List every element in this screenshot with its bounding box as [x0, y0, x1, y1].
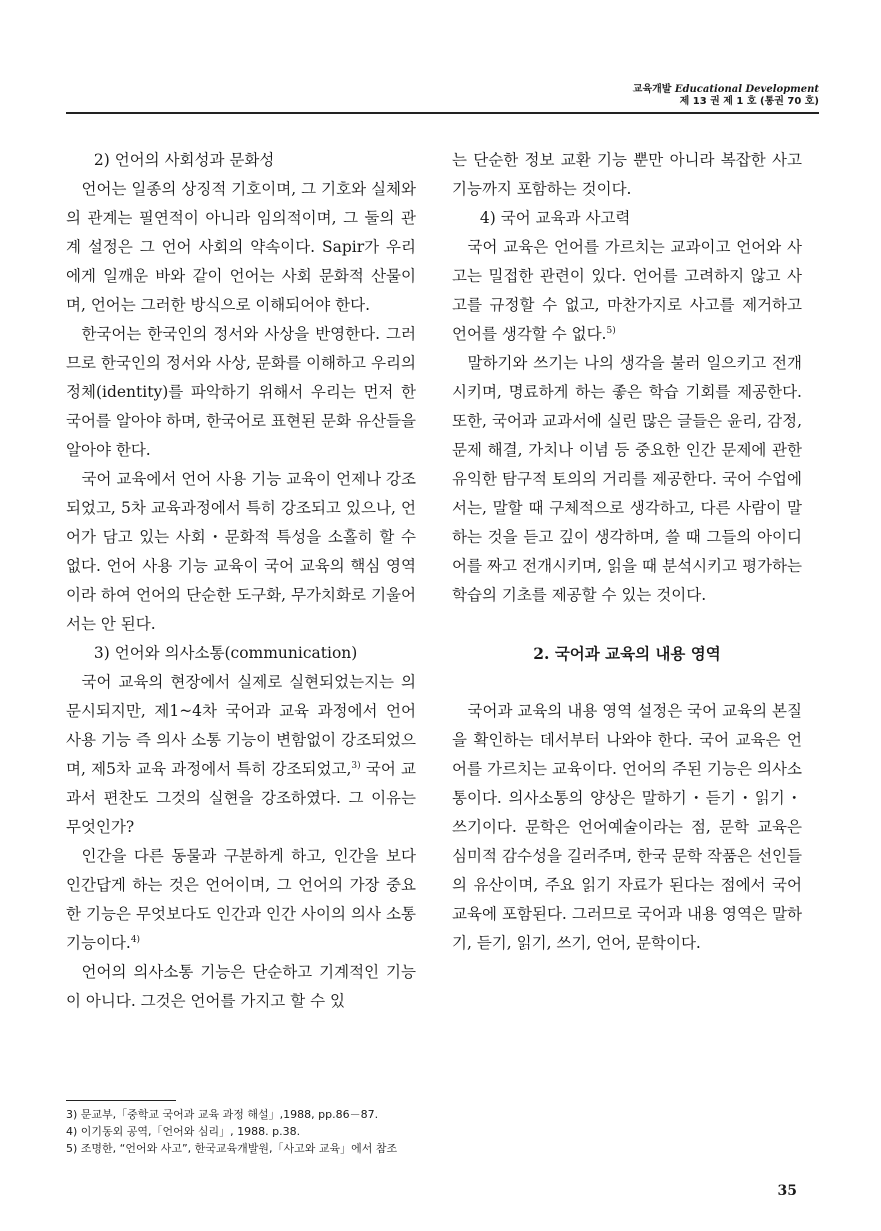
subsection-heading-3: 3) 언어와 의사소통(communication): [93, 644, 358, 662]
journal-title-en: Educational Development: [674, 84, 819, 95]
journal-title-ko: 교육개발: [632, 84, 672, 95]
footnote-ref-3: 3): [351, 760, 361, 771]
left-column: [66, 146, 416, 1016]
running-header: [633, 84, 819, 108]
footnote-4: 4) 이기동외 공역,「언어와 심리」, 1988. p.38.: [66, 1125, 301, 1138]
paragraph-text: 국어 교과서 편찬도 그것의 실현을 강조하였다. 그 이유는 무엇인가?: [66, 760, 416, 836]
paragraph: 언어는 일종의 상징적 기호이며, 그 기호와 실체와의 관계는 필연적이 아니라 임의적이며, 그 둘의 관계 설정은 그 언어 사회의 약속이다. Sapir가 우리에게 일깨운 바와 같이 언어는 사회 문화적 산물이며, 언어는 그러한 방식으로 이해되어야 한다.: [66, 180, 416, 314]
footnotes: [66, 1106, 766, 1157]
subsection-heading-2: 2) 언어의 사회성과 문화성: [93, 151, 275, 169]
paragraph: 말하기와 쓰기는 나의 생각을 불러 일으키고 전개시키며, 명료하게 하는 좋은 학습 기회를 제공한다. 또한, 국어과 교과서에 실린 많은 글들은 윤리, 감정, 문제 해결, 가치나 이념 등 중요한 인간 문제에 관한 유익한 탐구적 토의의 거리를 제공한다. 국어 수업에서는, 말할 때 구체적으로 생각하고, 다른 사람이 말하는 것을 듣고 깊이 생각하며, 쓸 때 그들의 아이디어를 짜고 전개시키며, 읽을 때 분석시키고 평가하는 학습의 기초를 제공할 수 있는 것이다.: [452, 354, 802, 604]
header-rule: [66, 112, 819, 114]
footnote-ref-5: 5): [606, 325, 616, 336]
right-column: [452, 146, 802, 958]
section-heading: 2. 국어과 교육의 내용 영역: [533, 644, 721, 663]
paragraph-text: 국어 교육의 현장에서 실제로 실현되었는지는 의문시되지만, 제1~4차 국어과 교육 과정에서 언어 사용 기능 즉 의사 소통 기능이 변함없이 강조되었으며, 제5차 교육 과정에서 특히 강조되었고,: [66, 673, 416, 778]
paragraph: 국어 교육에서 언어 사용 기능 교육이 언제나 강조되었고, 5차 교육과정에서 특히 강조되고 있으나, 언어가 담고 있는 사회・문화적 특성을 소홀히 할 수 없다. 언어 사용 기능 교육이 국어 교육의 핵심 영역이라 하여 언어의 단순한 도구화, 무가치화로 기울어서는 안 된다.: [66, 470, 416, 633]
paragraph-text: 국어 교육은 언어를 가르치는 교과이고 언어와 사고는 밀접한 관련이 있다. 언어를 고려하지 않고 사고를 규정할 수 없고, 마찬가지로 사고를 제거하고 언어를 생각할 수 없다.: [452, 238, 802, 343]
page-number: 35: [777, 1183, 797, 1199]
subsection-heading-4: 4) 국어 교육과 사고력: [479, 209, 631, 227]
paragraph: [452, 233, 802, 349]
paragraph: 한국어는 한국인의 정서와 사상을 반영한다. 그러므로 한국인의 정서와 사상, 문화를 이해하고 우리의 정체(identity)를 파악하기 위해서 우리는 먼저 한국어를 알아야 하며, 한국어로 표현된 문화 유산들을 알아야 한다.: [66, 325, 416, 459]
paragraph: 언어의 의사소통 기능은 단순하고 기계적인 기능이 아니다. 그것은 언어를 가지고 할 수 있: [66, 963, 416, 1010]
journal-title: [633, 84, 819, 96]
paragraph-text: 인간을 다른 동물과 구분하게 하고, 인간을 보다 인간답게 하는 것은 언어이며, 그 언어의 가장 중요한 기능은 무엇보다도 인간과 인간 사이의 의사 소통 기능이다.: [66, 847, 416, 952]
paragraph: [66, 842, 416, 958]
footnote-ref-4: 4): [130, 934, 141, 945]
footnote-5: 5) 조명한, “언어와 사고”, 한국교육개발원,「사고와 교육」에서 참조: [66, 1142, 398, 1155]
paragraph: 국어과 교육의 내용 영역 설정은 국어 교육의 본질을 확인하는 데서부터 나와야 한다. 국어 교육은 언어를 가르치는 교육이다. 언어의 주된 기능은 의사소통이다. 의사소통의 양상은 말하기・듣기・읽기・쓰기이다. 문학은 언어예술이라는 점, 문학 교육은 심미적 감수성을 길러주며, 한국 문학 작품은 선인들의 유산이며, 주요 읽기 자료가 된다는 점에서 국어 교육에 포함된다. 그러므로 국어과 내용 영역은 말하기, 듣기, 읽기, 쓰기, 언어, 문학이다.: [452, 702, 802, 952]
paragraph-continued: 는 단순한 정보 교환 기능 뿐만 아니라 복잡한 사고 기능까지 포함하는 것이다.: [452, 151, 802, 198]
footnote-3: 3) 문교부,「중학교 국어과 교육 과정 해설」,1988, pp.86－87.: [66, 1108, 379, 1121]
footnote-rule: [66, 1100, 176, 1101]
paragraph: [66, 668, 416, 842]
issue-info: 제 13 권 제 1 호 (통권 70 호): [679, 96, 819, 107]
